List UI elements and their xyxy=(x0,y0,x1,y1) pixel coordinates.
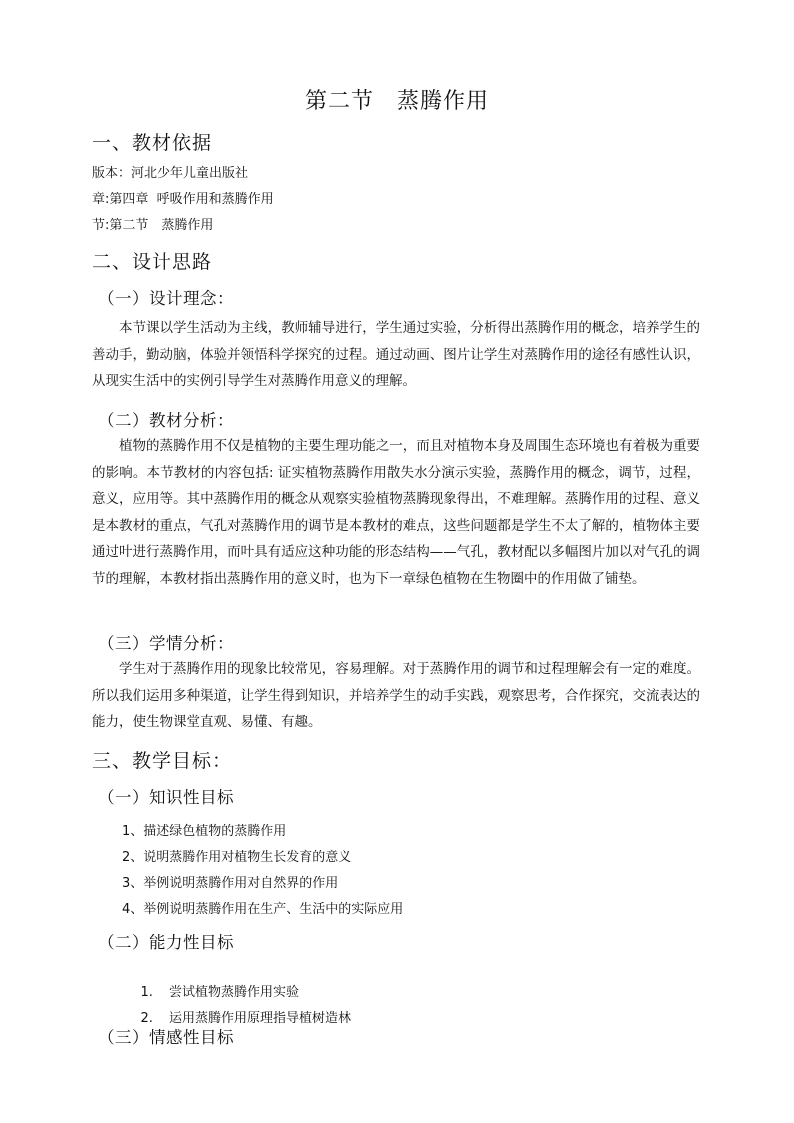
paragraph-student-analysis: 学生对于蒸腾作用的现象比较常见，容易理解。对于蒸腾作用的调节和过程理解会有一定的难度。所以我们运用多种渠道，让学生得到知识，并培养学生的动手实践，观察思考，合作探究，交流表达的能力，使生物课堂直观、易懂、有趣。 xyxy=(92,661,700,730)
section-heading-goals: 三、教学目标： xyxy=(92,750,233,772)
page-title: 第二节 蒸腾作用 xyxy=(304,89,489,114)
list-item: 2、说明蒸腾作用对植物生长发育的意义 xyxy=(122,850,352,865)
list-text: 运用蒸腾作用原理指导植树造林 xyxy=(168,1011,351,1026)
list-item: 1、描述绿色植物的蒸腾作用 xyxy=(122,824,287,839)
lesson-line: 节:第二节 蒸腾作用 xyxy=(92,218,214,233)
paragraph-design-concept: 本节课以学生活动为主线，教师辅导进行，学生通过实验，分析得出蒸腾作用的概念，培养学生的善动手，勤动脑，体验并领悟科学探究的过程。通过动画、图片让学生对蒸腾作用的途径有感性认识，从现实生活中的实例引导学生对蒸腾作用意义的理解。 xyxy=(92,320,700,389)
section-heading-design: 二、设计思路 xyxy=(92,251,213,273)
list-text: 尝试植物蒸腾作用实验 xyxy=(168,985,299,1000)
subheading-student-analysis: （三）学情分析： xyxy=(98,634,234,653)
subheading-knowledge-goals: （一）知识性目标 xyxy=(98,788,234,807)
chapter-line: 章:第四章 呼吸作用和蒸腾作用 xyxy=(92,192,274,207)
section-heading-basis: 一、教材依据 xyxy=(92,132,213,154)
version-line: 版本：河北少年儿童出版社 xyxy=(92,166,249,181)
subheading-design-concept: （一）设计理念： xyxy=(98,289,234,308)
list-item: 3、举例说明蒸腾作用对自然界的作用 xyxy=(122,876,339,891)
paragraph-material-analysis: 植物的蒸腾作用不仅是植物的主要生理功能之一，而且对植物本身及周围生态环境也有着极为重要的影响。本节教材的内容包括: 证实植物蒸腾作用散失水分演示实验，蒸腾作用的概念，调节，过程，意义，应用等。其中蒸腾作用的概念从观察实验植物蒸腾现象得出，不难理解。蒸腾作用的过程、意义是本教材的重点，气孔对蒸腾作用的调节是本教材的难点，这些问题都是学生不太了解的，植物体主要通过叶进行蒸腾作用，而叶具有适应这种功能的形态结构——气孔，教材配以多幅图片加以对气孔的调节的理解，本教材指出蒸腾作用的意义时，也为下一章绿色植物在生物圈中的作用做了铺垫。 xyxy=(92,438,700,587)
list-item: 4、举例说明蒸腾作用在生产、生活中的实际应用 xyxy=(122,902,404,917)
subheading-material-analysis: （二）教材分析： xyxy=(98,411,234,430)
list-number: 2. xyxy=(140,1011,153,1026)
list-number: 1. xyxy=(140,985,153,1000)
subheading-ability-goals: （二）能力性目标 xyxy=(98,933,234,952)
subheading-emotion-goals: （三）情感性目标 xyxy=(98,1028,234,1047)
